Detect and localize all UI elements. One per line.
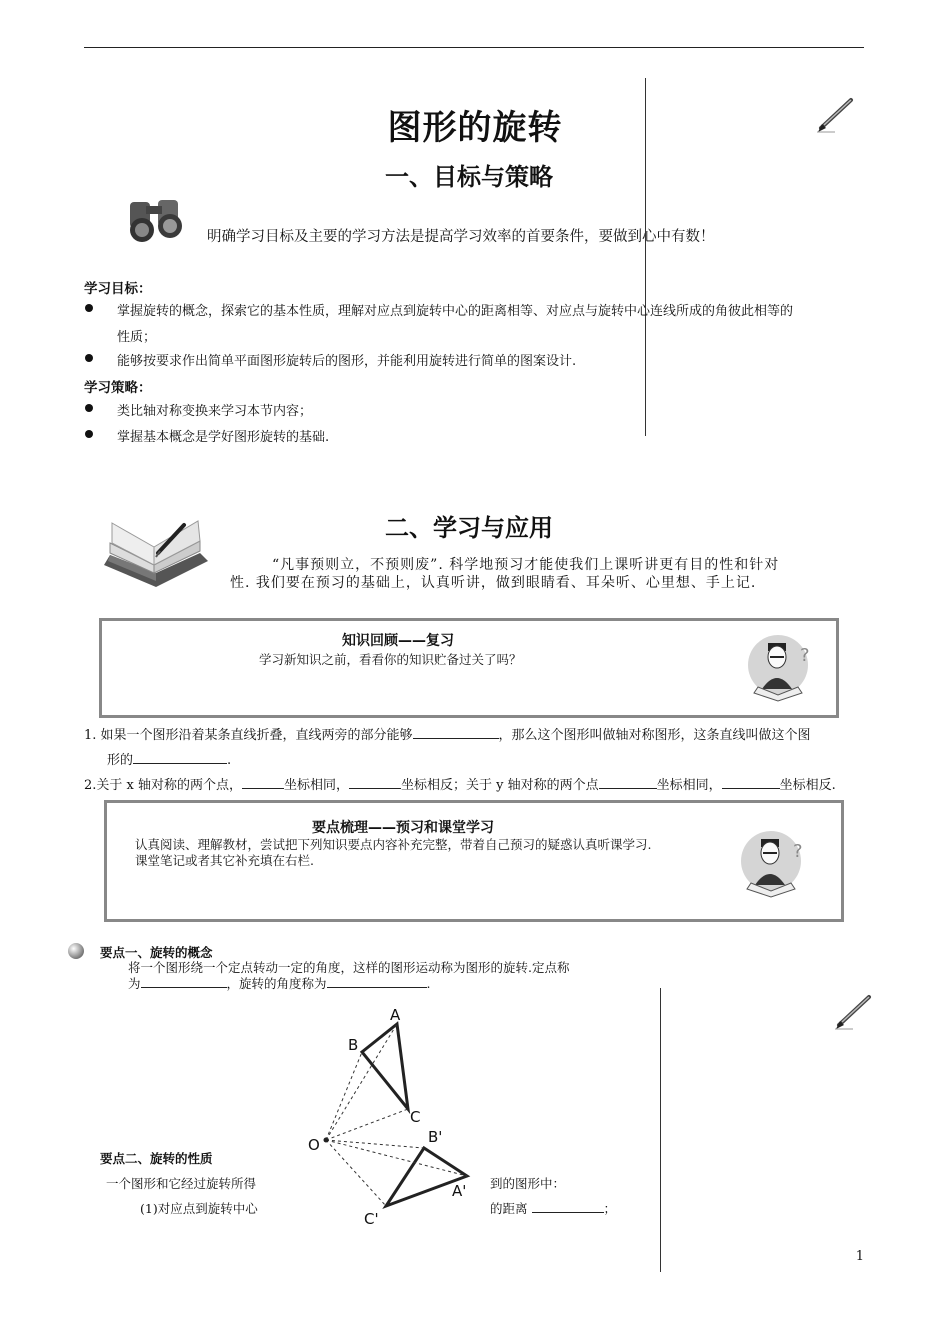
point1-text: . — [426, 976, 431, 991]
label-c-prime: C' — [364, 1210, 379, 1228]
key-box-line2: 课堂笔记或者其它补充填在右栏. — [135, 853, 314, 868]
point2-line2a: (1)对应点到旋转中心 — [140, 1201, 258, 1216]
review-box-title: 知识回顾——复习 — [342, 633, 454, 649]
answer-blank[interactable] — [413, 726, 499, 739]
pen-icon — [833, 992, 875, 1030]
strategy-label: 学习策略： — [84, 380, 152, 396]
label-o: O — [308, 1136, 320, 1154]
point1-line2 — [128, 974, 431, 992]
goal-item: 掌握旋转的概念，探索它的基本性质，理解对应点到旋转中心的距离相等、对应点与旋转中心连线所成的角彼此相等的 — [117, 304, 794, 319]
label-b: B — [348, 1036, 359, 1054]
bullet — [85, 304, 93, 312]
point2-line2 — [490, 1199, 616, 1217]
question-2-text: 坐标相反；关于 y 轴对称的两个点 — [401, 778, 599, 793]
goal-item-cont: 性质； — [117, 330, 157, 345]
bullet — [85, 404, 93, 412]
question-1-cont — [107, 749, 231, 768]
point1-text: 为 — [128, 976, 141, 991]
section1-heading: 一、目标与策略 — [385, 163, 553, 191]
question-2-text: 2.关于 x 轴对称的两个点， — [84, 778, 242, 793]
center-point — [324, 1138, 329, 1143]
intro-text: 明确学习目标及主要的学习方法是提高学习效率的首要条件，要做到心中有数！ — [207, 229, 715, 245]
question-1-text: ，那么这个图形叫做轴对称图形，这条直线叫做这个图 — [498, 728, 811, 743]
point1-text: ，旋转的角度称为 — [226, 976, 327, 991]
review-box — [99, 618, 839, 718]
svg-text:?: ? — [800, 645, 810, 666]
question-2-text: 坐标相同， — [656, 778, 722, 793]
section2-heading: 二、学习与应用 — [385, 514, 553, 542]
answer-blank[interactable] — [327, 975, 427, 988]
question-2-text: 坐标相反. — [779, 778, 836, 793]
answer-blank[interactable] — [242, 776, 284, 789]
answer-blank[interactable] — [141, 975, 227, 988]
answer-blank[interactable] — [532, 1200, 604, 1213]
triangle-abc — [362, 1024, 408, 1109]
page-title: 图形的旋转 — [387, 108, 563, 148]
question-2-text: 坐标相同， — [284, 778, 350, 793]
point2-text: ； — [603, 1201, 617, 1216]
binoculars-icon — [122, 196, 188, 244]
bullet — [85, 354, 93, 362]
column-divider — [660, 988, 661, 1272]
bullet — [85, 430, 93, 438]
question-1-text: 1. 如果一个图形沿着某条直线折叠，直线两旁的部分能够 — [84, 728, 413, 743]
book-icon — [100, 503, 212, 595]
point2-line1b: 到的图形中： — [490, 1176, 566, 1191]
key-box-title: 要点梳理——预习和课堂学习 — [312, 820, 494, 836]
key-box-line1: 认真阅读、理解教材，尝试把下列知识要点内容补充完整，带着自己预习的疑惑认真听课学习. — [135, 837, 652, 852]
label-b-prime: B' — [428, 1128, 443, 1146]
point2-line1a: 一个图形和它经过旋转所得 — [106, 1176, 257, 1191]
question-1-text: . — [227, 753, 232, 768]
answer-blank[interactable] — [599, 776, 657, 789]
quote-line2: 性. 我们要在预习的基础上，认真听讲，做到眼睛看、耳朵听、心里想、手上记. — [230, 575, 757, 591]
bullet-ball-icon — [67, 942, 85, 960]
answer-blank[interactable] — [722, 776, 780, 789]
strategy-item: 掌握基本概念是学好图形旋转的基础. — [117, 430, 330, 445]
question-1 — [84, 724, 811, 743]
point1-line1: 将一个图形绕一个定点转动一定的角度，这样的图形运动称为图形的旋转.定点称 — [128, 960, 570, 975]
review-box-subtitle: 学习新知识之前，看看你的知识贮备过关了吗？ — [259, 652, 522, 667]
quote-line1: “凡事预则立，不预则废”. 科学地预习才能使我们上课听讲更有目的性和针对 — [272, 557, 780, 573]
thinking-man-icon — [734, 627, 818, 711]
goals-label: 学习目标： — [84, 281, 152, 297]
question-2 — [84, 774, 836, 793]
answer-blank[interactable] — [133, 751, 227, 764]
point1-heading: 要点一、旋转的概念 — [100, 945, 213, 960]
svg-text:?: ? — [793, 841, 803, 862]
label-a: A — [390, 1006, 401, 1024]
label-c: C — [410, 1108, 421, 1126]
page-number: 1 — [855, 1249, 864, 1264]
point2-text: 的距离 — [490, 1201, 528, 1216]
question-1-text: 形的 — [107, 753, 134, 768]
label-a-prime: A' — [452, 1182, 467, 1200]
rotation-figure — [300, 1000, 490, 1232]
answer-blank[interactable] — [349, 776, 401, 789]
strategy-item: 类比轴对称变换来学习本节内容； — [117, 404, 313, 419]
point2-heading: 要点二、旋转的性质 — [100, 1151, 213, 1166]
goal-item: 能够按要求作出简单平面图形旋转后的图形，并能利用旋转进行简单的图案设计. — [117, 354, 577, 369]
key-points-box — [104, 800, 844, 922]
thinking-man-icon — [727, 823, 811, 907]
header-rule — [84, 47, 864, 48]
